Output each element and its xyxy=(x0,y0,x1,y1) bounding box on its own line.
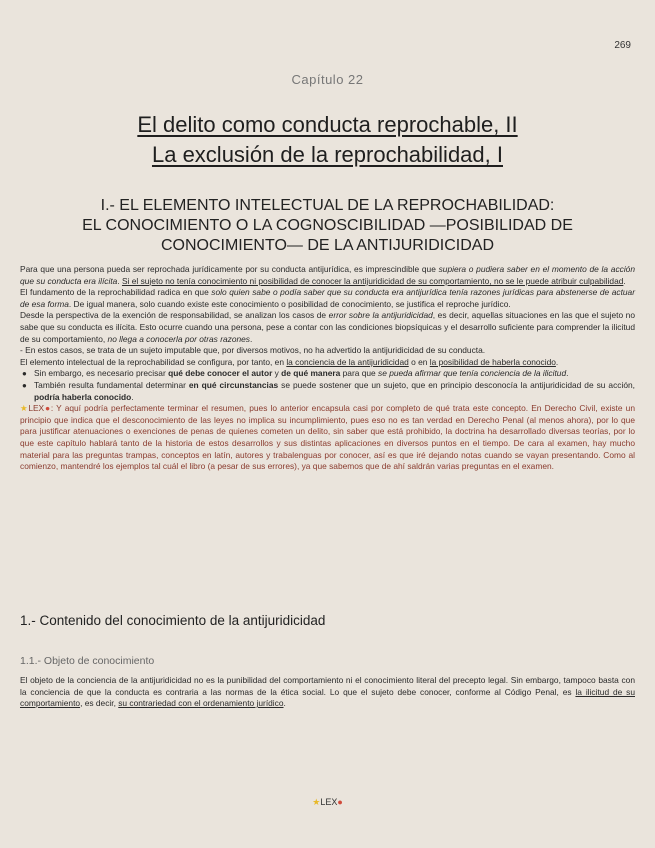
paragraph-5: El objeto de la conciencia de la antijuridicidad no es la punibilidad del comportamiento ni el conocimiento literal del precepto legal. Sin embargo, tampoco basta con la conciencia de que la conducta es contraria a las normas de la ética social. Lo que el sujeto debe conocer, conforme al Código Penal, es la ilicitud de su comportamiento, es decir, su contrariedad con el ordenamiento jurídico. xyxy=(20,675,635,709)
section-heading-line-3: CONOCIMIENTO— DE LA ANTIJURIDICIDAD xyxy=(160,237,495,254)
lex-note: ★LEX●: Y aquí podría perfectamente terminar el resumen, pues lo anterior encapsula casi por completo de qué trata este concepto. En Derecho Civil, existe un principio que indica que el desconocimiento de las leyes no implica su incumplimiento, pues eso no es tan verdad en Derecho Penal (al menos ahora), por lo que para justificar atenuaciones o exenciones de penas de quienes cometen un delito, sin saber que está prohibido, la doctrina ha desarrollado diversas teorías, por lo que este capítulo hablará tanto de la historia de estos desarrollos y sus distintas aplicaciones en diversos puntos en el tiempo. De cara al examen, hay mucho material para las preguntas trampas, conceptos en latín, autores y trabalenguas por conocer, así es que iré dejando notas cuando se vayan presentando. Como al comienzo, mantendré los ejemplos tal cuál el libro (a pesar de sus errores), ya que sabemos que de ahí saldrán varias preguntas en el examen. xyxy=(20,403,635,472)
chapter-title xyxy=(0,110,655,170)
dash-list-item: - En estos casos, se trata de un sujeto imputable que, por diversos motivos, no ha advertido la antijuridicidad de su conducta. xyxy=(20,345,486,356)
title-line-2: La exclusión de la reprochabilidad, I xyxy=(151,142,503,167)
paragraph-1: Para que una persona pueda ser reprochada jurídicamente por su conducta antijurídica, es imprescindible que supiera o pudiera saber en el momento de la acción que su conducta era ilícita. Si el sujeto no tenía conocimiento ni posibilidad de conocer la antijuridicidad de su comportamiento, no se le puede atribuir culpabilidad. xyxy=(20,264,635,286)
paragraph-4: El elemento intelectual de la reprochabilidad se configura, por tanto, en la conciencia de la antijuridicidad o en la posibilidad de haberla conocido. xyxy=(20,356,559,367)
page-number: 269 xyxy=(614,40,631,51)
drop-icon: ● xyxy=(44,403,51,414)
title-line-1: El delito como conducta reprochable, II xyxy=(137,112,518,137)
subsection-heading: 1.- Contenido del conocimiento de la antijuridicidad xyxy=(20,613,326,628)
footer-lex xyxy=(0,797,655,808)
bullet-item-2: ● También resulta fundamental determinar en qué circunstancias se puede sostener que un sujeto, que en principio desconocía la antijuridicidad de su acción, podría haberla conocido. xyxy=(22,379,635,402)
paragraph-2: El fundamento de la reprochabilidad radica en que solo quien sabe o podía saber que su conducta era antijurídica tenía razones jurídicas para abstenerse de actuar de esa forma. De igual manera, solo cuando existe este conocimiento o posibilidad de conocimiento, se justifica el reproche jurídico. xyxy=(20,287,636,309)
bullet-icon: ● xyxy=(22,380,27,390)
bullet-item-1: ● Sin embargo, es necesario precisar qué debe conocer el autor y de qué manera para que se pueda afirmar que tenía conciencia de la ilicitud. xyxy=(22,368,569,379)
main-body xyxy=(20,264,635,473)
paragraph-3: Desde la perspectiva de la exención de responsabilidad, se analizan los casos de error sobre la antijuridicidad, es decir, aquellas situaciones en las que el sujeto no sabe que su conducta es ilícita. Esto ocurre cuando una persona, pese a contar con las condiciones biopsíquicas y el desarrollo suficiente para comprender la ilicitud de su comportamiento, no llega a conocerla por otras razones. xyxy=(20,310,635,344)
subsubsection-heading: 1.1.- Objeto de conocimiento xyxy=(20,655,155,667)
section-heading-line-2: EL CONOCIMIENTO O LA COGNOSCIBILIDAD —POSIBILIDAD DE xyxy=(82,217,573,234)
section-heading xyxy=(20,196,635,256)
footer-star-icon: ★ xyxy=(312,797,321,807)
section-heading-line-1: I.- EL ELEMENTO INTELECTUAL DE LA REPROCHABILIDAD: xyxy=(100,197,555,214)
footer-drop-icon: ● xyxy=(337,797,343,807)
star-icon: ★ xyxy=(20,403,29,414)
bullet-icon: ● xyxy=(22,369,27,379)
chapter-label: Capítulo 22 xyxy=(291,72,364,87)
footer-label: LEX xyxy=(320,797,338,807)
